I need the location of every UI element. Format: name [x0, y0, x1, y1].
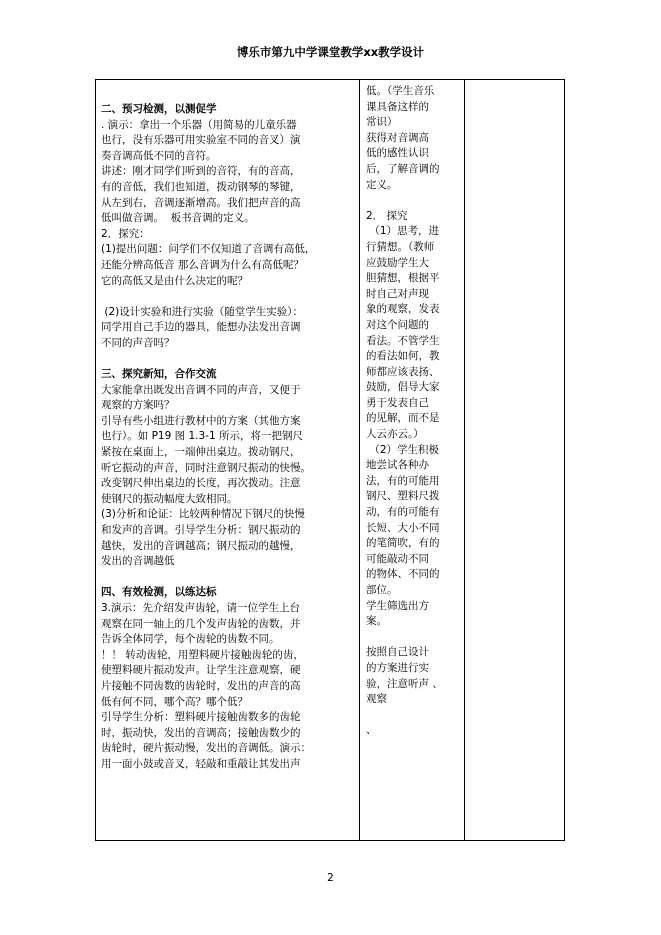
text-line: 对这个问题的 [366, 318, 429, 331]
text-line: 法，有的可能用 [366, 474, 440, 487]
text-line: 应鼓励学生大 [366, 256, 429, 269]
text-line [101, 289, 359, 305]
text-line: 有的音低，我们也知道，拨动钢琴的琴键， [101, 180, 301, 193]
text-line: 改变钢尺伸出桌边的长度，再次拨动。注意 [101, 477, 301, 490]
text-line: (3)分析和论证：比较两种情况下钢尺的快慢 [101, 508, 305, 521]
text-line [101, 352, 359, 368]
text-line: 低有何不同，哪个高？哪个低？ [101, 695, 248, 708]
text-line: 从左到右，音调逐渐增高。我们把声音的高 [101, 196, 301, 209]
text-line: 的物体、不同的 [366, 568, 440, 581]
student-activity-text [366, 84, 462, 739]
text-line: 鼓励，倡导大家 [366, 381, 440, 394]
text-line: 部位。 [366, 584, 398, 596]
text-line: 也行）。如 P19 图 1.3-1 所示，将一把钢尺 [101, 430, 303, 443]
text-line: 低。（学生音乐 [366, 85, 435, 97]
text-line [101, 570, 359, 586]
text-line: 时，振动快，发出的音调高；接触齿数少的 [101, 726, 301, 739]
text-line: 行猜想。（教师 [366, 240, 435, 253]
text-line: 还能分辨高低音 那么音调为什么有高低呢？ [101, 258, 304, 271]
text-line: 、 [366, 724, 377, 737]
text-line: 奏音调高低不同的音符。 [101, 149, 217, 162]
text-line: 也行，没有乐器可用实验室不同的音叉）演 [101, 134, 301, 147]
text-line: 发出的音调越低 [101, 555, 175, 568]
text-line: 2． 探究 [366, 209, 408, 222]
text-line: 时自己对声现 [366, 287, 429, 300]
text-line: 人云亦云。） [366, 428, 424, 441]
text-line: 地尝试各种办 [366, 459, 429, 472]
text-line: 使钢尺的振动幅度大致相同。 [101, 492, 238, 505]
student-activity-column [360, 80, 465, 840]
text-line: 大家能拿出既发出音调不同的声音，又便于 [101, 383, 301, 396]
teacher-activity-column [96, 80, 360, 840]
text-line: 低的感性认识 [366, 147, 429, 160]
lesson-plan-table [95, 79, 565, 841]
text-line: 同学用自己手边的器具，能想办法发出音调 [101, 321, 301, 334]
text-line: 勇于发表自己 [366, 396, 429, 409]
text-line: 定义。 [366, 178, 398, 191]
text-line: 学生筛选出方 [366, 599, 429, 612]
text-line: 3.演示：先介绍发声齿轮，请一位学生上台 [101, 602, 301, 614]
text-line: 的见解，而不是 [366, 412, 440, 425]
text-line: 动，有的可能有 [366, 506, 440, 519]
text-line: 按照自己设计 [366, 646, 429, 659]
text-line: (1)提出问题：问学们不仅知道了音调有高低， [101, 243, 316, 256]
text-line [366, 630, 462, 646]
text-line: 钢尺、塑料尺拨 [366, 490, 440, 503]
text-line: 越快，发出的音调越高；钢尺振动的越慢， [101, 539, 301, 552]
text-line: 观察 [366, 693, 387, 706]
text-line: 引导学生分析：塑料硬片接触齿数多的齿轮 [101, 711, 301, 724]
page-title: 博乐市第九中学课堂教学xx教学设计 [236, 45, 425, 59]
text-line: 常识） [366, 116, 398, 129]
section-heading: 四、有效检测，以练达标 [101, 586, 217, 599]
text-line: 可能敲动不同 [366, 552, 429, 565]
text-line: 引导有些小组进行教材中的方案（其他方案 [101, 414, 301, 427]
text-line: 看法。不管学生 [366, 334, 440, 347]
section-heading: 二、预习检测，以测促学 [101, 103, 217, 115]
text-line: 告诉全体同学，每个齿轮的齿数不同。 [101, 633, 280, 646]
text-line: 观察在同一轴上的几个发声齿轮的齿数，并 [101, 617, 301, 630]
text-line: 使塑料硬片振动发声。让学生注意观察，硬 [101, 664, 301, 677]
text-line: 案。 [366, 615, 387, 628]
text-line: 的笔简吹，有的 [366, 537, 440, 550]
text-line: 听它振动的声音，同时注意钢尺振动的快慢。 [101, 461, 311, 474]
text-line: （1）思考，进 [366, 225, 440, 238]
text-line: 它的高低又是由什么决定的呢？ [101, 274, 248, 287]
text-line: 齿轮时，硬片振动慢，发出的音调低。演示： [101, 742, 311, 755]
text-line: (2)设计实验和进行实验（随堂学生实验）： [101, 305, 303, 318]
text-line: 的看法如何，教 [366, 350, 440, 363]
section-heading: 三、探究新知，合作交流 [101, 368, 217, 381]
text-line: 课具备这样的 [366, 100, 429, 113]
teacher-activity-text [101, 102, 359, 773]
text-line: 象的观察，发表 [366, 303, 440, 316]
text-line: （2）学生积极 [366, 443, 440, 456]
text-line: 用一面小鼓或音叉，轻敲和重敲让其发出声 [101, 757, 301, 770]
text-line [366, 193, 462, 209]
design-intent-column [465, 80, 566, 840]
text-line: 长短、大小不同 [366, 521, 440, 534]
text-line: 低叫做音调。 板书音调的定义。 [101, 212, 255, 225]
text-line: 的方案进行实 [366, 661, 429, 674]
text-line: 观察的方案吗？ [101, 399, 175, 412]
text-line: 胆猜想，根据平 [366, 272, 440, 285]
text-line: 片接触不同齿数的齿轮时，发出的声音的高 [101, 679, 301, 692]
text-line: . 演示：拿出一个乐器（用简易的儿童乐器 [101, 118, 297, 131]
text-line: 后，了解音调的 [366, 162, 440, 175]
text-line [366, 708, 462, 724]
text-line: 讲述：刚才同学们听到的音符，有的音高， [101, 165, 301, 178]
text-line: 2．探究： [101, 227, 150, 240]
text-line: 师都应该表扬、 [366, 365, 440, 378]
text-line: 获得对音调高 [366, 131, 429, 144]
text-line: 紧按在桌面上，一端伸出桌边。拨动钢尺， [101, 446, 301, 459]
page-number: 2 [327, 872, 334, 884]
text-line: 不同的声音吗？ [101, 336, 175, 349]
text-line: 和发声的音调。引导学生分析：钢尺振动的 [101, 524, 301, 537]
text-line: 验，注意听声 、 [366, 677, 443, 690]
text-line: ！！ 转动齿轮，用塑料硬片接触齿轮的齿， [101, 648, 304, 661]
